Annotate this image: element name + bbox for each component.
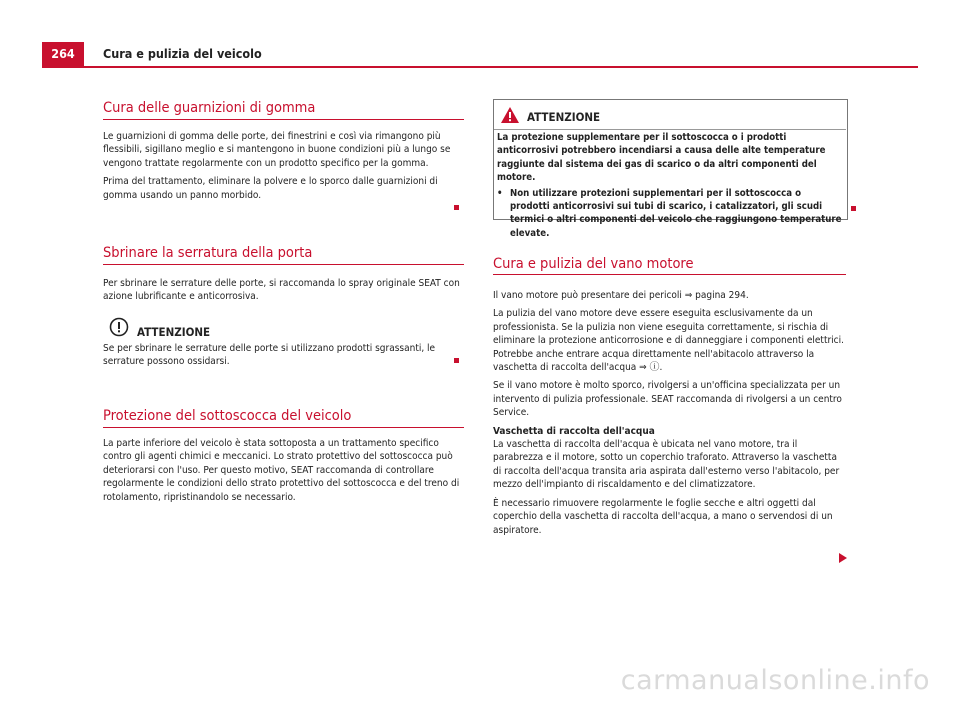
section-title-underbody: Protezione del sottoscocca del veicolo — [103, 408, 352, 424]
section-body-underbody — [103, 437, 461, 504]
warning-paragraph: La protezione supplementare per il sottoscocca o i prodotti anticorrosivi potrebbero incendiarsi a causa delle alte temperature raggiunte dal sistema dei gas di scarico o da altri componenti del motore. — [497, 132, 826, 184]
section-body-door-lock — [103, 277, 461, 304]
notice-text: Se per sbrinare le serrature delle porte si utilizzano prodotti sgrassanti, le serrature possono ossidarsi. — [103, 343, 436, 368]
section-title-rubber-seals: Cura delle guarnizioni di gomma — [103, 100, 316, 116]
paragraph: È necessario rimuovere regolarmente le foglie secche e altri oggetti dal coperchio della vaschetta di raccolta dell'acqua, a mano o servendosi di un aspiratore. — [493, 497, 833, 536]
paragraph: La vaschetta di raccolta dell'acqua è ubicata nel vano motore, tra il parabrezza e il motore, sotto un coperchio traforato. Attraverso la vaschetta di raccolta dell'acqua transita aria aspirata dall'esterno verso l'abitacolo, per mezzo dell'impianto di riscaldamento e del climatizzatore. — [493, 439, 840, 491]
warning-list-item — [497, 187, 842, 241]
warning-body — [497, 131, 842, 240]
subheading: Vaschetta di raccolta dell'acqua — [493, 425, 655, 437]
warning-title: ATTENZIONE — [527, 110, 601, 124]
end-marker-icon — [454, 205, 459, 210]
section-body-rubber-seals — [103, 130, 461, 202]
bullet: • — [497, 187, 503, 199]
warning-separator — [494, 129, 846, 130]
paragraph: Le guarnizioni di gomma delle porte, dei finestrini e così via rimangono più flessibili, sigillano meglio e si mantengono in buone condizioni più a lungo se vengono trattate regolarmente con un prodotto specifico per la gomma. — [103, 131, 451, 169]
watermark: carmanualsonline.info — [620, 665, 930, 696]
end-marker-icon — [851, 206, 856, 211]
header-title: Cura e pulizia del veicolo — [103, 46, 262, 61]
page-number: 264 — [51, 46, 75, 61]
notice-body — [103, 342, 461, 369]
caution-circle-icon — [109, 317, 129, 337]
paragraph: La parte inferiore del veicolo è stata sottoposta a un trattamento specifico contro gli agenti chimici e meccanici. Lo strato protettivo del sottoscocca può deteriorarsi con l'uso. Per questo motivo, SEAT raccomanda di controllare regolarmente le condizioni dello strato protettivo del sottoscocca e del treno di rotolamento, ripristinandolo se necessario. — [103, 438, 460, 503]
section-title-engine-bay: Cura e pulizia del vano motore — [493, 256, 694, 272]
paragraph: Se il vano motore è molto sporco, rivolgersi a un'officina specializzata per un intervento di pulizia professionale. SEAT raccomanda di rivolgersi a un centro Service. — [493, 380, 842, 419]
paragraph: Per sbrinare le serrature delle porte, si raccomanda lo spray originale SEAT con azione lubrificante e anticorrosiva. — [103, 278, 460, 303]
end-marker-icon — [454, 358, 459, 363]
paragraph: Il vano motore può presentare dei pericoli ⇒ pagina 294. — [493, 290, 749, 301]
warning-triangle-icon — [500, 106, 520, 124]
section-body-engine-bay — [493, 289, 845, 537]
continue-arrow-icon — [838, 548, 848, 567]
section-rule — [103, 427, 464, 428]
section-rule — [493, 274, 846, 275]
paragraph: Prima del trattamento, eliminare la polvere e lo sporco dalle guarnizioni di gomma usando un panno morbido. — [103, 176, 438, 201]
header-rule — [42, 66, 918, 68]
notice-title: ATTENZIONE — [137, 325, 211, 339]
section-rule — [103, 264, 464, 265]
section-title-door-lock: Sbrinare la serratura della porta — [103, 245, 313, 261]
paragraph: La pulizia del vano motore deve essere eseguita esclusivamente da un professionista. Se la pulizia non viene eseguita correttamente, si rischia di eliminare la protezione anticorrosione e di danneggiare i componenti elettrici. Potrebbe anche entrare acqua direttamente nell'abitacolo attraverso la vaschetta di raccolta dell'acqua ⇒ ⓘ. — [493, 308, 844, 374]
warning-paragraph: Non utilizzare protezioni supplementari per il sottoscocca o prodotti anticorrosivi sui tubi di scarico, i catalizzatori, gli scudi termici o altri componenti del veicolo che raggiungono temperature elevate. — [510, 187, 842, 239]
section-rule — [103, 119, 464, 120]
